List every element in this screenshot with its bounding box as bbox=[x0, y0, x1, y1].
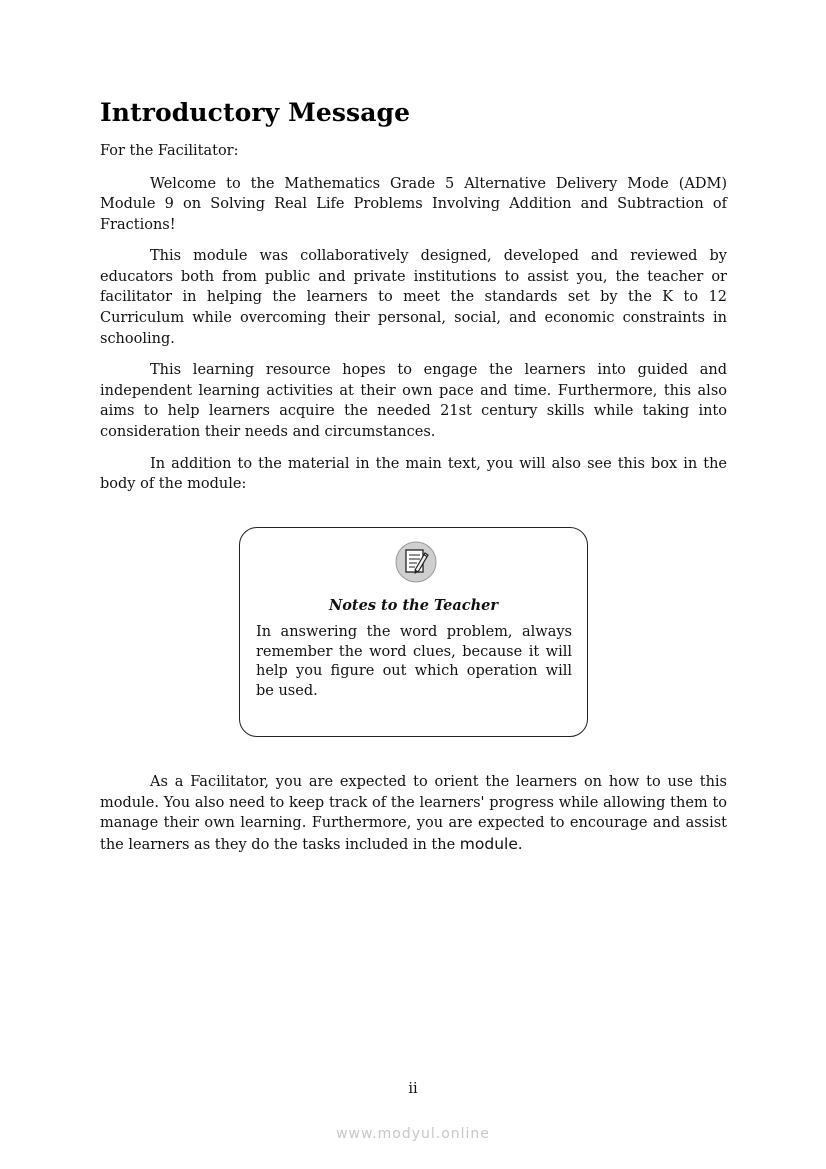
closing-text: As a Facilitator, you are expected to orient the learners on how to use this module. You also need to keep track of the learners' progress while allowing them to manage their own learning. Furthermore, you are expected to encourage and assist the learners as they do the tasks included in the bbox=[100, 774, 727, 853]
paragraph-learning-resource: This learning resource hopes to engage the learners into guided and independent learning activities at their own pace and time. Furthermore, this also aims to help learners acquire the needed 21st century skills while taking into consideration their needs and circumstances. bbox=[100, 362, 727, 441]
watermark: www.modyul.online bbox=[336, 1126, 490, 1142]
notes-title: Notes to the Teacher bbox=[329, 597, 498, 614]
closing-end: . bbox=[517, 836, 523, 853]
greeting: For the Facilitator: bbox=[100, 143, 239, 159]
paragraph-collaboration: This module was collaboratively designed, developed and reviewed by educators both from public and private institutions to assist you, the teacher or facilitator in helping the learners to meet the standards set by the K to 12 Curriculum while overcoming their personal, social, and economic constraints in schooling. bbox=[100, 248, 727, 347]
notes-to-teacher-box bbox=[239, 527, 588, 737]
paragraph-box-intro: In addition to the material in the main text, you will also see this box in the body of the module: bbox=[100, 455, 727, 493]
notepad-pencil-icon bbox=[395, 541, 437, 583]
paragraph-facilitator-role bbox=[100, 772, 727, 855]
notes-text: In answering the word problem, always remember the word clues, because it will help you figure out which operation will be used. bbox=[256, 624, 572, 699]
document-body bbox=[100, 98, 727, 495]
page-number: ii bbox=[408, 1081, 418, 1097]
paragraph-welcome: Welcome to the Mathematics Grade 5 Alternative Delivery Mode (ADM) Module 9 on Solving Real Life Problems Involving Addition and Subtraction of Fractions! bbox=[100, 175, 727, 233]
page-title: Introductory Message bbox=[100, 98, 411, 127]
closing-last-word: module bbox=[459, 834, 518, 853]
